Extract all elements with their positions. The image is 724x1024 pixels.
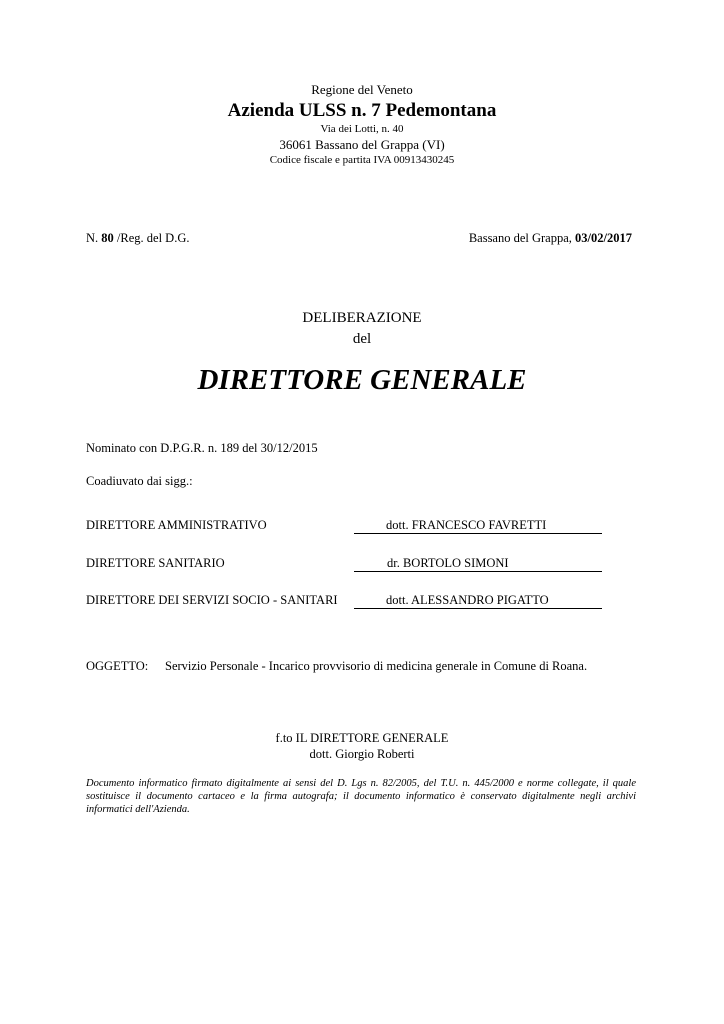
signature-title: f.to IL DIRETTORE GENERALE <box>275 731 449 745</box>
organization-name: Azienda ULSS n. 7 Pedemontana <box>227 100 497 121</box>
document-type-connector: del <box>352 331 372 347</box>
registry-prefix: N. <box>86 231 99 245</box>
registry-number: 80 <box>101 231 114 245</box>
digital-signature-note: Documento informatico firmato digitalmente ai sensi del D. Lgs n. 82/2005, del T.U. n. 445/2000 e norme collegate, il quale sostituisce il documento cartaceo e la firma autografa; il documento informatico è conservato digitalmente negli archivi informatici dell'Azienda. <box>86 778 636 815</box>
director-name-administrative: dott. FRANCESCO FAVRETTI <box>354 518 602 534</box>
director-role-health: DIRETTORE SANITARIO <box>86 556 225 570</box>
director-role-social-health: DIRETTORE DEI SERVIZI SOCIO - SANITARI <box>86 593 338 607</box>
signature-name: dott. Giorgio Roberti <box>309 747 415 761</box>
document-title: DIRETTORE GENERALE <box>197 364 527 396</box>
director-name-social-health: dott. ALESSANDRO PIGATTO <box>354 593 602 609</box>
document-type: DELIBERAZIONE <box>302 310 422 326</box>
organization-tax-code: Codice fiscale e partita IVA 00913430245 <box>269 154 455 166</box>
organization-city: 36061 Bassano del Grappa (VI) <box>279 137 445 152</box>
place-date-line <box>469 231 632 246</box>
subject-label: OGGETTO: <box>86 659 149 673</box>
registry-number-line <box>86 231 189 246</box>
director-role-administrative: DIRETTORE AMMINISTRATIVO <box>86 518 267 532</box>
place: Bassano del Grappa, <box>468 231 572 245</box>
region-name: Regione del Veneto <box>311 82 413 97</box>
document-date: 03/02/2017 <box>575 231 632 245</box>
nomination-text: Nominato con D.P.G.R. n. 189 del 30/12/2015 <box>86 441 318 455</box>
organization-address: Via dei Lotti, n. 40 <box>320 123 404 135</box>
subject-text: Servizio Personale - Incarico provvisorio di medicina generale in Comune di Roana. <box>165 659 588 673</box>
assisted-by-text: Coadiuvato dai sigg.: <box>86 474 193 488</box>
registry-suffix: /Reg. del D.G. <box>116 231 190 245</box>
director-name-health: dr. BORTOLO SIMONI <box>354 556 602 572</box>
